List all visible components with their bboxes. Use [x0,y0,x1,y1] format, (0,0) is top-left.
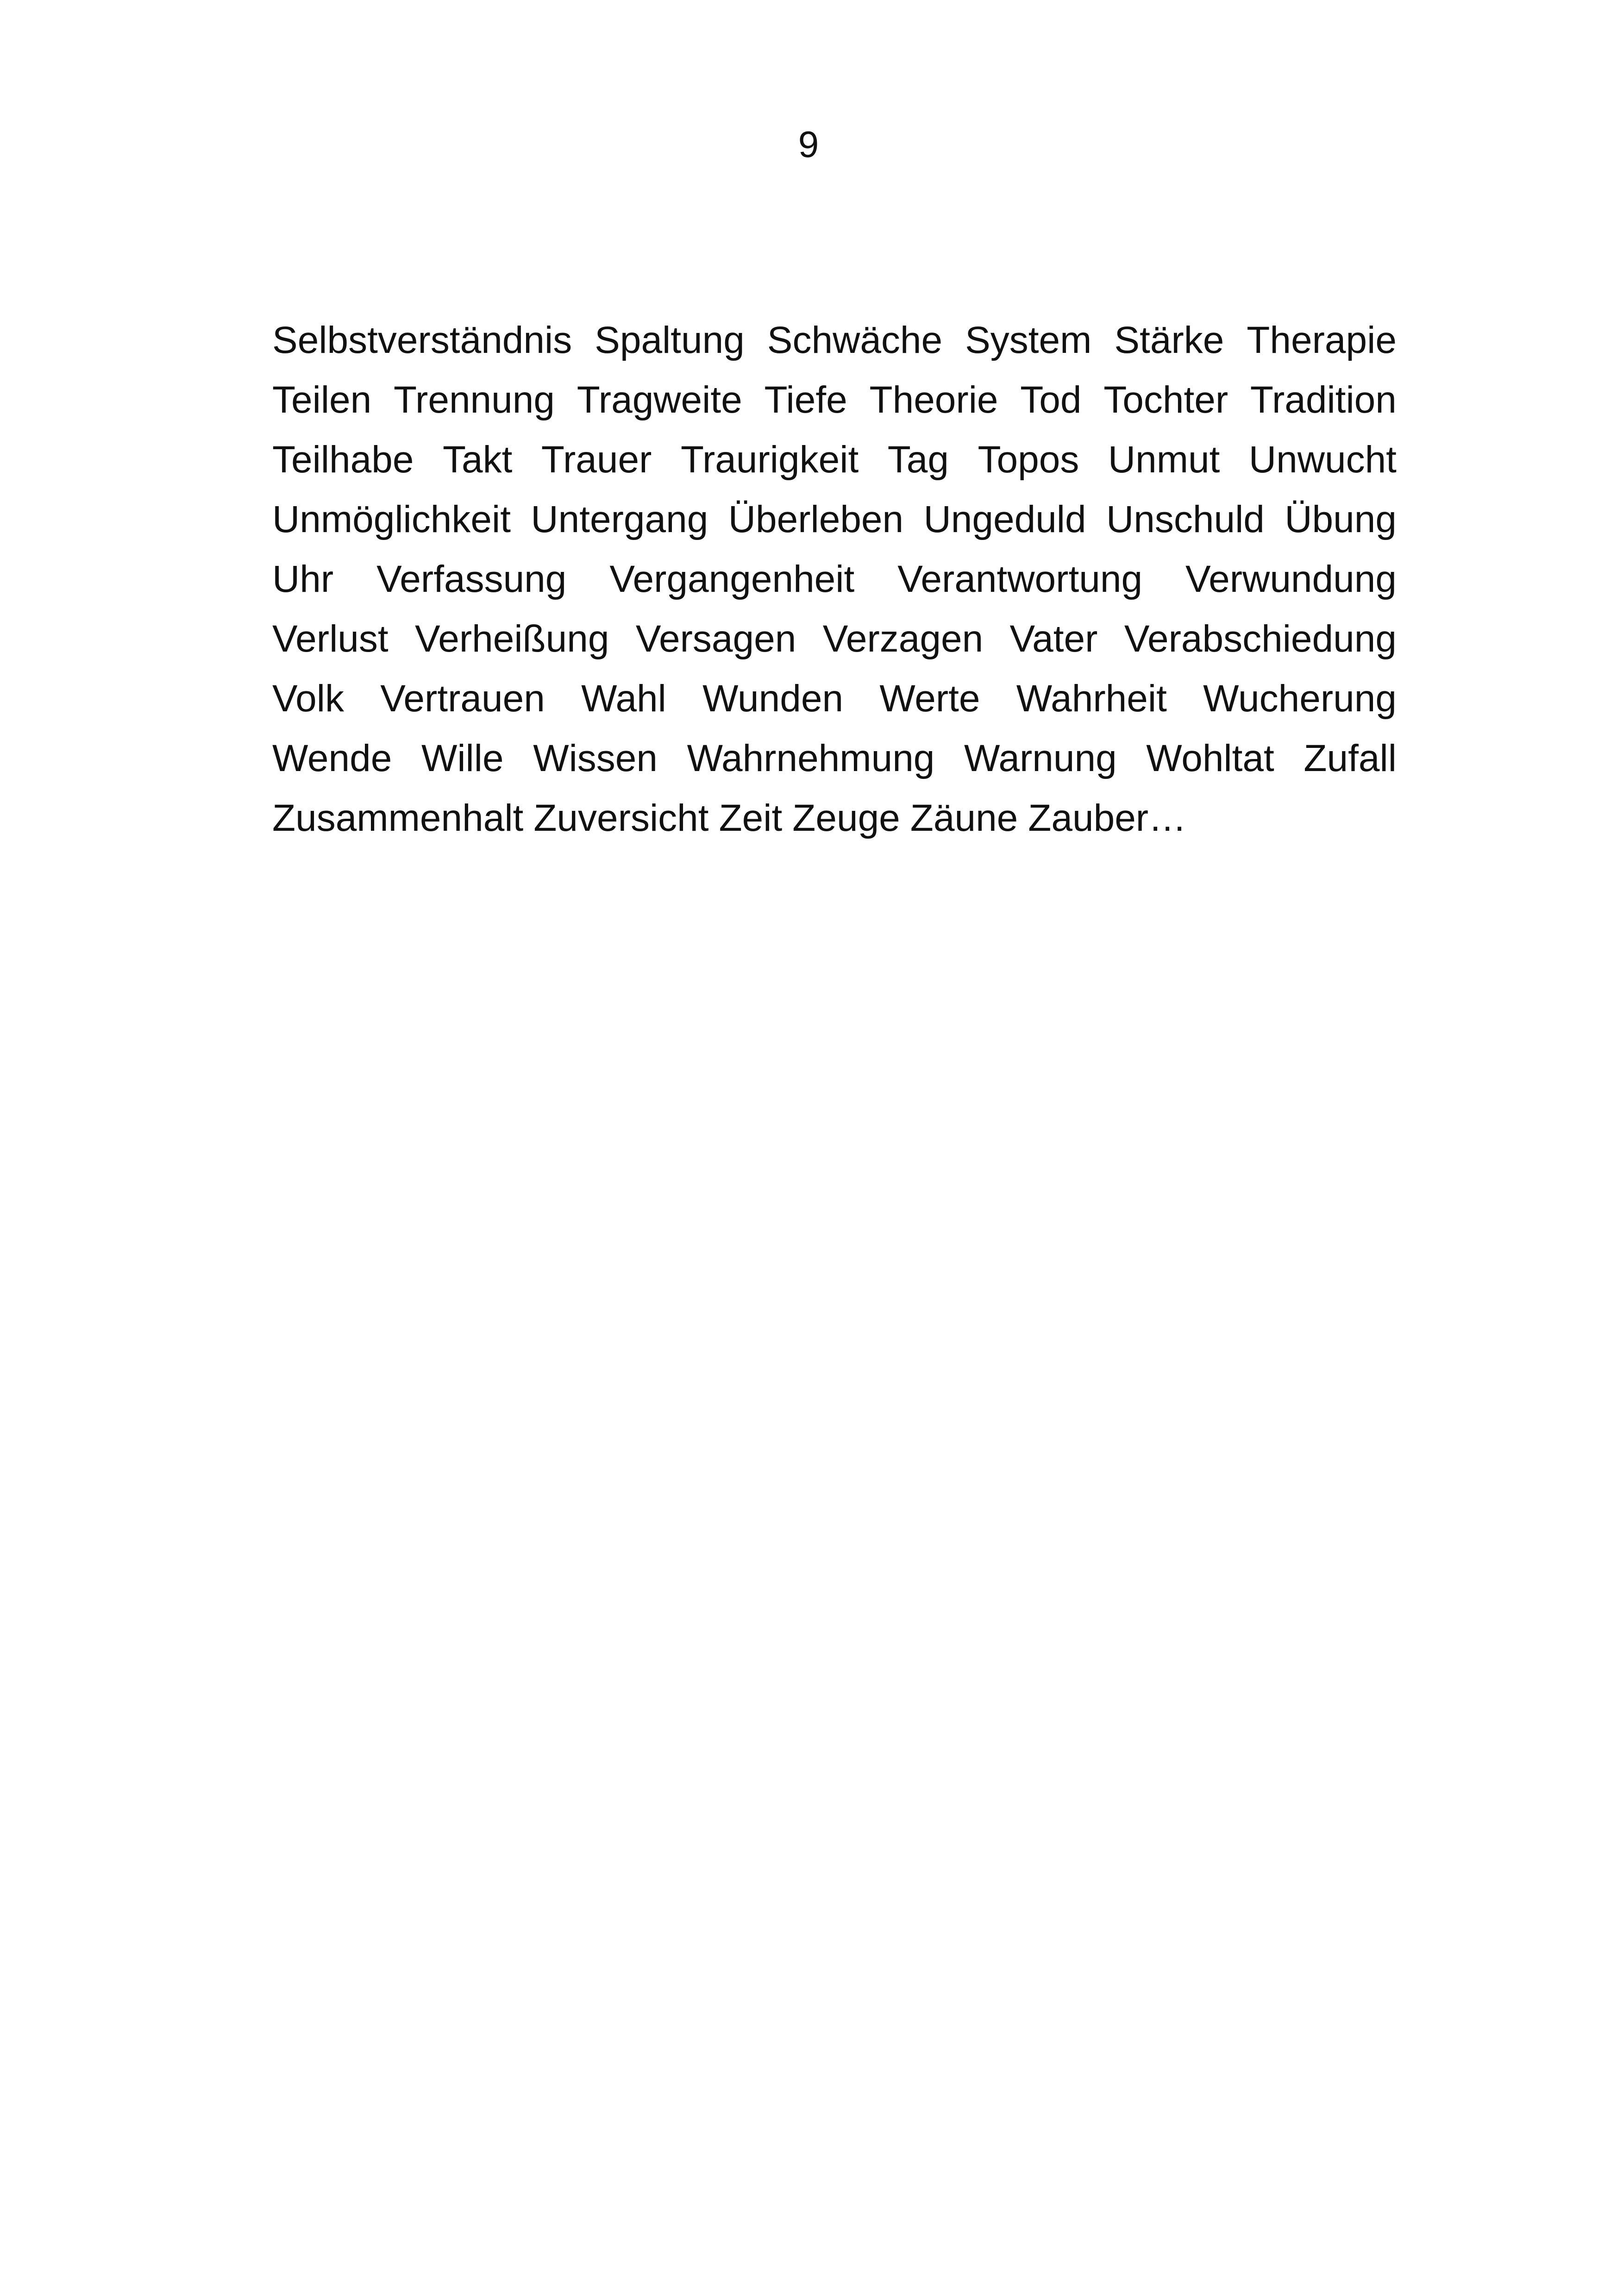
word: Verzagen [822,618,984,660]
word: Verwundung [1185,558,1397,600]
word: Wissen [533,737,658,779]
word: Zusammenhalt [272,797,524,839]
word: Verabschiedung [1124,618,1397,660]
word: Vater [1009,618,1098,660]
word: Tochter [1103,379,1228,421]
text-line [272,669,1397,728]
word: Tragweite [577,379,742,421]
word: Verheißung [415,618,609,660]
word: Topos [978,439,1079,481]
word: Zeit [719,797,783,839]
word: Unschuld [1106,498,1265,540]
text-line [272,609,1397,669]
text-line [272,489,1397,549]
word: Wahrheit [1016,678,1167,720]
word: Wunden [702,678,844,720]
word: Teilen [272,379,372,421]
word: Vertrauen [380,678,545,720]
word: Tod [1020,379,1082,421]
word: Wahrnehmung [687,737,935,779]
text-line [272,788,1397,848]
word: Wahl [581,678,666,720]
word: Verfassung [376,558,567,600]
word: Zufall [1304,737,1397,779]
word: Wille [421,737,504,779]
word: Takt [443,439,513,481]
word: Unmöglichkeit [272,498,511,540]
text-line [272,310,1397,370]
word: Übung [1285,498,1397,540]
word: Trennung [394,379,555,421]
word: Unmut [1108,439,1220,481]
word: Wucherung [1203,678,1397,720]
word: Schwäche [767,319,943,361]
word: Tag [887,439,949,481]
word: Untergang [531,498,708,540]
word: Spaltung [595,319,745,361]
word: Traurigkeit [680,439,859,481]
word: Theorie [869,379,998,421]
word: Zuversicht [533,797,709,839]
word: Verlust [272,618,389,660]
word: Wohltat [1146,737,1274,779]
word: Versagen [635,618,796,660]
page-number: 9 [798,124,819,165]
word: Unwucht [1248,439,1397,481]
word: Selbstverständnis [272,319,572,361]
text-line [272,549,1397,609]
word: Überleben [728,498,904,540]
word: Vergangenheit [609,558,855,600]
word: Trauer [541,439,652,481]
word: Verantwortung [897,558,1143,600]
word: Stärke [1114,319,1224,361]
word: Wende [272,737,392,779]
word: Tradition [1250,379,1397,421]
word: Teilhabe [272,439,414,481]
text-line [272,370,1397,430]
body-paragraph [272,310,1397,848]
word: System [965,319,1092,361]
word: Zeuge [792,797,900,839]
text-line [272,728,1397,788]
word: Zauber… [1028,797,1187,839]
word: Volk [272,678,344,720]
word: Zäune [910,797,1018,839]
word: Ungeduld [923,498,1086,540]
word: Uhr [272,558,334,600]
word: Therapie [1247,319,1397,361]
word: Warnung [964,737,1117,779]
text-line [272,430,1397,489]
word: Werte [879,678,980,720]
word: Tiefe [764,379,847,421]
